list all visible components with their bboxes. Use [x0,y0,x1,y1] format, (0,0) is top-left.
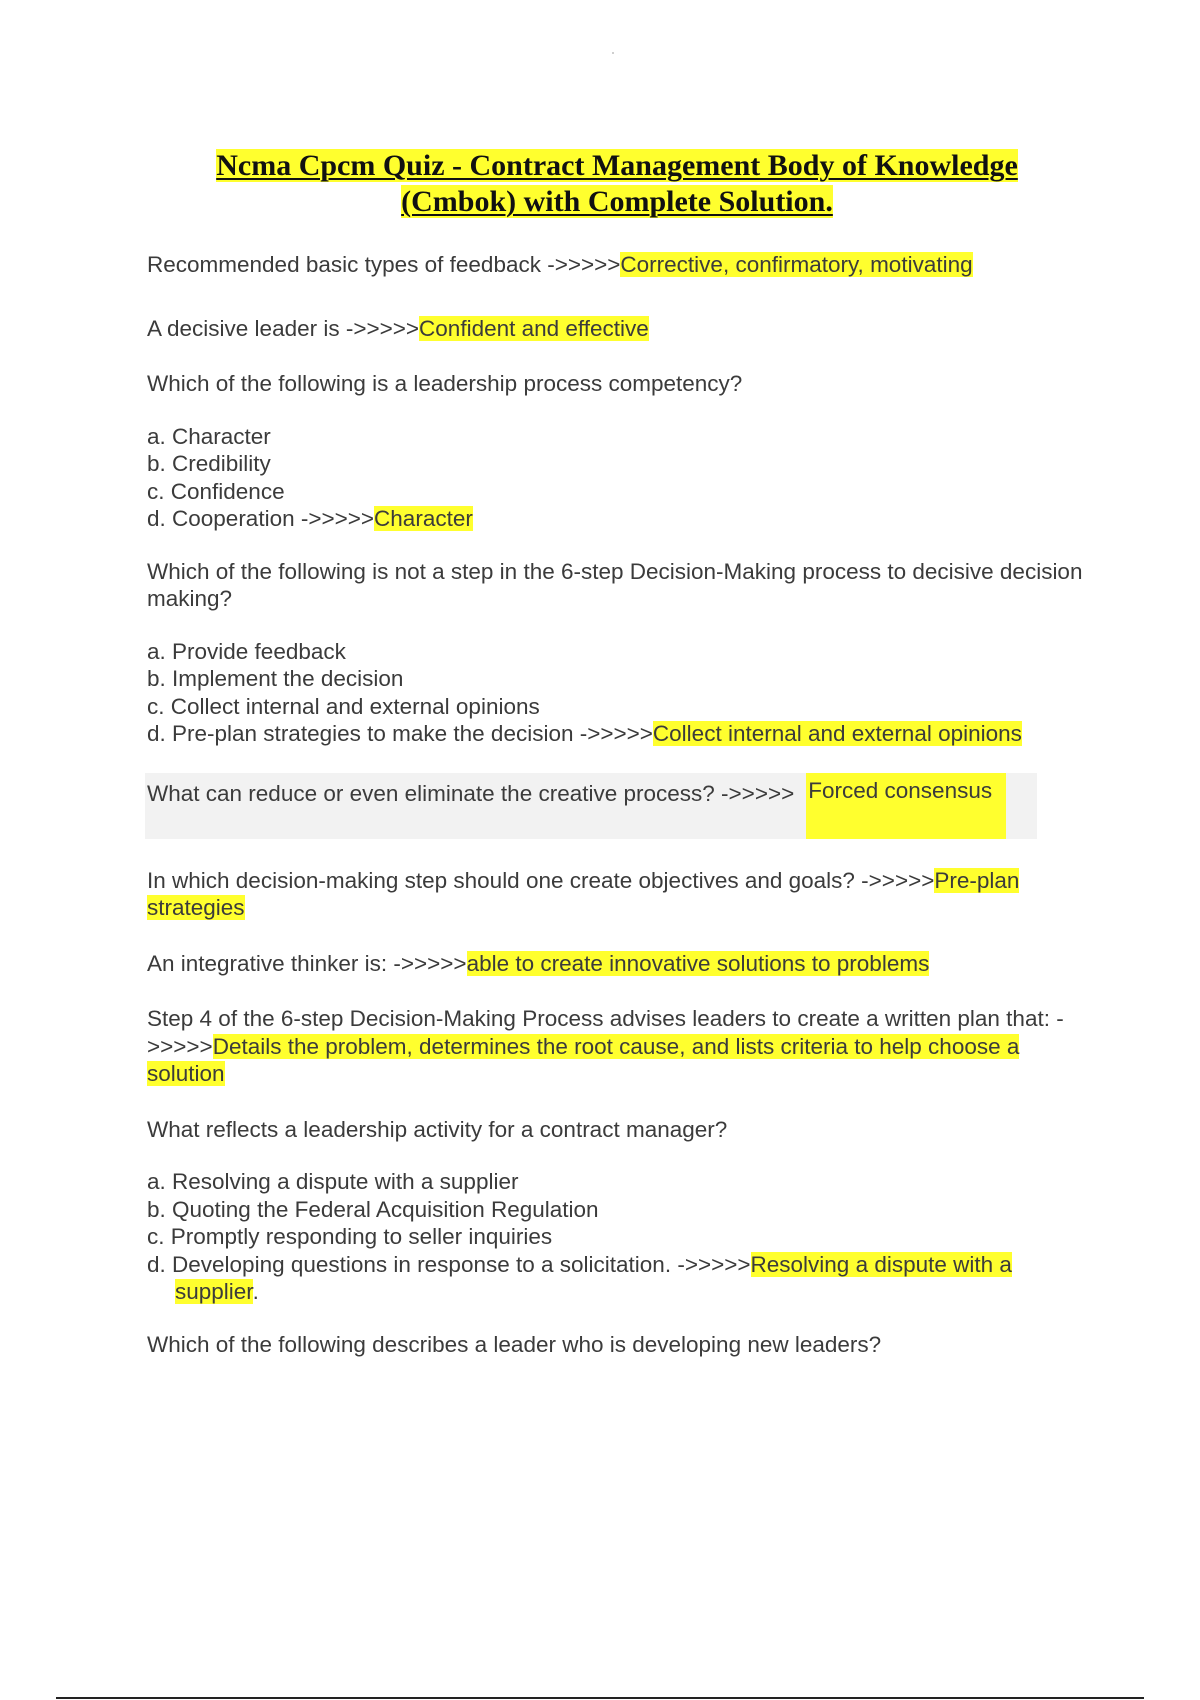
qa-item-1 [147,251,1097,279]
answer-highlight: Details the problem, determines the root cause, and lists criteria to help choose a solution [147,1033,1020,1086]
page-speck [612,52,614,54]
choice-d-text: d. Cooperation ->>>>> [147,506,375,531]
answer-highlight: Confident and effective [419,315,649,341]
choice-d-text: d. Pre-plan strategies to make the decision ->>>>> [147,721,653,746]
document-title [147,148,1087,220]
question-text: An integrative thinker is: ->>>>> [147,950,467,976]
choice-b: b. Quoting the Federal Acquisition Regulation [147,1196,599,1222]
qa-item-4 [147,558,1097,748]
choice-b: b. Credibility [147,451,271,476]
choice-a: a. Provide feedback [147,638,346,664]
choice-list [147,423,1097,533]
qa-item-2 [147,315,1097,343]
question-text: A decisive leader is ->>>>> [147,315,420,341]
choice-a: a. Character [147,423,271,449]
qa-item-6 [147,867,1097,922]
qa-item-10 [147,1331,1097,1359]
title-line-2: (Cmbok) with Complete Solution. [401,185,833,218]
choice-list [147,1168,1097,1306]
answer-highlight: Resolving a dispute with a supplier [175,1251,1012,1304]
choice-c: c. Collect internal and external opinions [147,693,540,719]
choice-list [147,638,1097,748]
quiz-content [147,251,1097,1358]
question-text: Recommended basic types of feedback ->>>>> [147,252,621,277]
choice-d [147,505,1097,533]
question-text: What reflects a leadership activity for a contract manager? [147,1116,728,1142]
page-bottom-rule [56,1697,1144,1699]
answer-highlight: Pre-plan strategies [147,867,1020,920]
qa-item-7 [147,950,1097,978]
choice-b: b. Implement the decision [147,666,404,691]
answer-highlight: Collect internal and external opinions [652,721,1022,746]
title-line-1: Ncma Cpcm Quiz - Contract Management Body of Knowledge [216,149,1018,182]
choice-d-text: d. Developing questions in response to a solicitation. ->>>>> [147,1251,751,1277]
choice-d [147,1251,1097,1306]
question-text: Which of the following describes a leader who is developing new leaders? [147,1331,882,1357]
choice-c: c. Confidence [147,478,285,504]
answer-highlight: able to create innovative solutions to problems [466,950,930,976]
qa-item-8 [147,1005,1097,1088]
question-text: Which of the following is a leadership process competency? [147,371,743,396]
choice-c: c. Promptly responding to seller inquiries [147,1224,553,1249]
answer-highlight: Corrective, confirmatory, motivating [620,252,973,277]
question-text: In which decision-making step should one create objectives and goals? ->>>>> [147,867,935,893]
answer-highlight: Forced consensus [806,773,1006,839]
answer-highlight: Character [374,506,473,531]
question-text: What can reduce or even eliminate the creative process? ->>>>> [147,780,795,806]
qa-item-3 [147,370,1097,533]
qa-item-9 [147,1116,1097,1306]
question-text: Which of the following is not a step in the 6-step Decision-Making process to decisive decision making? [147,558,1083,611]
answer-tail: . [252,1279,259,1304]
choice-a: a. Resolving a dispute with a supplier [147,1169,519,1194]
choice-d [147,720,1097,748]
question-text: Step 4 of the 6-step Decision-Making Process advises leaders to create a written plan that: ->>>>> [147,1006,1064,1059]
qa-item-5 [145,773,1037,839]
